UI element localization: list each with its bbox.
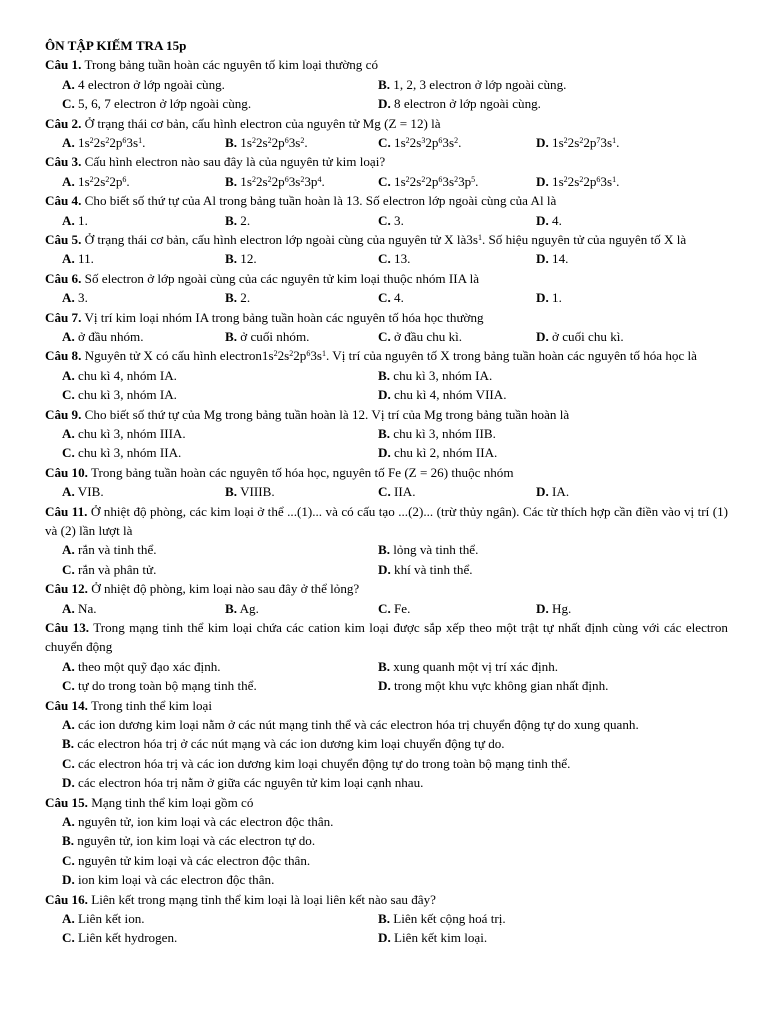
answer-option[interactable] [62,775,423,790]
option-text: chu kì 3, nhóm IIA. [78,445,182,461]
option-text: Liên kết hydrogen. [78,930,178,946]
option-letter: B. [225,600,238,616]
option-text: các ion dương kim loại nằm ở các nút mạng tinh thể và các electron hóa trị chuyển động tự do xung quanh. [78,716,639,732]
answer-option[interactable] [62,717,639,732]
answer-option[interactable] [378,133,461,152]
answer-option[interactable] [62,133,145,152]
answer-option[interactable] [378,443,497,462]
answer-option[interactable] [536,172,619,191]
question-text: Trong mạng tinh thể kim loại chứa các cation kim loại được sắp xếp theo một trật tự nhất định cùng với các electron chuyển động [45,619,728,655]
question-number: Câu 8. [45,348,82,364]
option-letter: B. [378,911,391,926]
answer-option[interactable] [378,94,541,113]
option-text: các electron hóa trị nằm ở giữa các nguyên tử kim loại cạnh nhau. [78,775,424,791]
option-letter: D. [536,173,549,189]
answer-option[interactable] [378,928,487,947]
option-letter: A. [62,658,75,674]
option-text: lỏng và tinh thể. [393,542,479,558]
option-letter: A. [62,135,75,150]
option-text: $1s^22s^22p^63s^1$. [78,135,146,150]
option-text: khí và tinh thể. [394,561,473,577]
question-text: Cho biết số thứ tự của Al trong bảng tuần hoàn là 13. Số electron lớp ngoài cùng của Al là [84,193,557,209]
option-letter: C. [62,852,75,868]
option-text: IA. [552,484,570,500]
question-number: Câu 12. [45,581,88,597]
option-letter: D. [378,96,391,112]
option-text: ở đầu chu kì. [394,328,463,344]
option-letter: B. [62,833,75,849]
answer-option[interactable] [536,482,569,501]
question-stem [45,793,728,812]
question-stem [45,579,728,598]
question-text: Số electron ở lớp ngoài cùng của các nguyên tử kim loại thuộc nhóm IIA là [84,270,480,286]
option-row [45,482,728,501]
question-stem [45,502,728,541]
answer-option[interactable] [378,482,415,501]
option-text: chu kì 4, nhóm IA. [78,367,177,383]
answer-option[interactable] [62,833,315,848]
option-letter: D. [536,212,549,228]
question-stem [45,346,728,365]
answer-option[interactable] [225,599,259,618]
answer-option[interactable] [62,211,88,230]
answer-option[interactable] [62,909,145,928]
option-row [45,94,728,113]
question-stem [45,696,728,715]
option-row [45,812,728,831]
option-text: $1s^22s^22p^63s^2$. [240,135,308,150]
question-text: Ở nhiệt độ phòng, kim loại nào sau đây ở thể lỏng? [91,581,360,597]
option-row [45,715,728,734]
option-text: nguyên tử kim loại và các electron độc thân. [78,852,311,868]
option-row [45,249,728,268]
option-letter: C. [62,445,75,461]
option-letter: B. [225,290,238,306]
option-row [45,288,728,307]
option-letter: B. [378,542,391,558]
option-letter: B. [225,328,238,344]
option-text: VIB. [77,484,104,500]
option-letter: C. [62,755,75,771]
option-text: 2. [240,290,251,306]
option-text: chu kì 3, nhóm IA. [393,367,493,383]
question-text: Ở trạng thái cơ bản, cấu hình electron của nguyên tử Mg (Z = 12) là [84,115,441,131]
option-row [45,657,728,676]
option-text: 8 electron ở lớp ngoài cùng. [394,96,541,112]
question-number: Câu 9. [45,406,82,422]
option-letter: C. [378,290,391,306]
answer-option[interactable] [225,172,325,191]
option-text: $1s^22s^22p^73s^1$. [552,135,620,150]
option-letter: A. [62,425,75,441]
option-letter: C. [378,212,391,228]
option-text: 4. [552,212,562,228]
answer-option[interactable] [378,288,404,307]
answer-option[interactable] [536,599,571,618]
answer-option[interactable] [225,327,309,346]
option-text: ở đầu nhóm. [78,328,144,344]
option-letter: C. [62,930,75,946]
option-row [45,599,728,618]
answer-option[interactable] [62,94,251,113]
option-letter: B. [225,212,238,228]
option-letter: A. [62,212,75,228]
question-text: Trong bảng tuần hoàn các nguyên tố kim loại thường có [84,57,378,73]
question-list [45,55,728,947]
option-row [45,734,728,753]
question-stem [45,152,728,171]
option-text: $1s^22s^22p^63s^23p^5$. [394,173,479,189]
option-letter: A. [62,600,75,616]
option-row [45,773,728,792]
option-text: ion kim loại và các electron độc thân. [78,872,275,888]
answer-option[interactable] [378,211,404,230]
option-letter: B. [225,484,238,500]
question-text: Cấu hình electron nào sau đây là của nguyên tử kim loại? [84,154,386,170]
option-letter: C. [62,387,75,403]
option-letter: A. [62,76,75,92]
answer-option[interactable] [378,540,478,559]
answer-option[interactable] [378,560,473,579]
question-number: Câu 10. [45,464,88,480]
option-letter: D. [536,251,549,267]
option-letter: A. [62,716,75,732]
question-text: Trong bảng tuần hoàn các nguyên tố hóa học, nguyên tố Fe (Z = 26) thuộc nhóm [90,464,514,480]
question-text: Ở trạng thái cơ bản, cấu hình electron lớp ngoài cùng của nguyên tử X $là3s^1$. Số hiệu nguyên tử của nguyên tố X là [84,231,687,247]
question-stem [45,55,728,74]
option-text: 1. [78,212,88,228]
answer-option[interactable] [378,249,410,268]
option-row [45,851,728,870]
answer-option[interactable] [62,385,177,404]
option-row [45,327,728,346]
question-text: Ở nhiệt độ phòng, các kim loại ở thể ...(1)... và có cấu tạo ...(2)... (trừ thủy ngân). Các từ thích hợp cần điền vào vị trí (1) và (2) lần lượt là [45,503,729,538]
option-row [45,424,728,443]
option-text: 3. [394,212,404,228]
question-number: Câu 2. [45,115,82,131]
answer-option[interactable] [62,424,186,443]
answer-option[interactable] [62,872,274,887]
option-row [45,754,728,773]
option-text: 3. [78,290,88,306]
question-stem [45,618,728,657]
option-text: 5, 6, 7 electron ở lớp ngoài cùng. [78,96,252,112]
question-number: Câu 13. [45,619,90,635]
option-letter: D. [378,387,391,403]
option-letter: D. [536,135,549,150]
option-row [45,870,728,889]
question-stem [45,463,728,482]
question-number: Câu 5. [45,231,82,247]
option-text: 2. [240,212,251,228]
option-letter: A. [62,367,75,383]
option-letter: A. [62,911,75,926]
option-text: Ag. [239,600,259,616]
document-title: ÔN TẬP KIẾM TRA 15p [45,38,187,53]
option-letter: A. [62,484,75,500]
question-stem [45,114,728,133]
answer-option[interactable] [225,133,308,152]
answer-option[interactable] [62,443,181,462]
option-letter: C. [378,328,391,344]
option-letter: B. [62,736,75,752]
option-text: rắn và phân tử. [78,561,157,577]
option-text: Liên kết kim loại. [394,930,488,946]
question-number: Câu 7. [45,309,82,325]
answer-option[interactable] [62,560,156,579]
option-letter: B. [378,425,391,441]
answer-option[interactable] [62,482,104,501]
option-text: theo một quỹ đạo xác định. [78,658,221,674]
option-letter: B. [225,173,238,189]
option-text: 12. [240,251,257,267]
option-letter: D. [536,484,549,500]
answer-option[interactable] [62,928,177,947]
option-text: Liên kết ion. [78,911,145,926]
answer-option[interactable] [62,853,310,868]
option-letter: C. [378,251,391,267]
option-row [45,211,728,230]
question-number: Câu 4. [45,193,82,209]
answer-option[interactable] [378,676,608,695]
answer-option[interactable] [62,249,94,268]
question-number: Câu 11. [45,503,88,519]
answer-option[interactable] [225,482,275,501]
option-letter: C. [378,173,391,189]
question-stem [45,890,728,909]
option-letter: B. [225,251,238,267]
answer-option[interactable] [536,133,619,152]
option-row [45,385,728,404]
option-letter: C. [62,96,75,112]
option-letter: A. [62,290,75,306]
option-letter: A. [62,542,75,558]
option-letter: C. [62,678,75,694]
question-stem [45,269,728,288]
option-letter: B. [378,367,391,383]
option-text: chu kì 3, nhóm IIB. [393,425,496,441]
option-text: nguyên tử, ion kim loại và các electron độc thân. [78,813,334,829]
question-text: Cho biết số thứ tự của Mg trong bảng tuần hoàn là 12. Vị trí của Mg trong bảng tuần hoàn là [84,406,570,422]
answer-option[interactable] [225,288,250,307]
option-text: các electron hóa trị ở các nút mạng và các ion dương kim loại chuyển động tự do. [77,736,505,752]
option-text: Fe. [394,600,411,616]
option-row [45,75,728,94]
option-text: ở cuối chu kì. [552,328,624,344]
option-letter: A. [62,813,75,829]
option-row [45,133,728,152]
question-number: Câu 16. [45,891,88,907]
option-text: 1, 2, 3 electron ở lớp ngoài cùng. [393,76,567,92]
option-row [45,366,728,385]
answer-option[interactable] [225,249,257,268]
option-text: trong một khu vực không gian nhất định. [394,678,609,694]
question-number: Câu 6. [45,270,82,286]
answer-option[interactable] [378,366,492,385]
option-letter: B. [378,76,391,92]
option-text: IIA. [394,484,416,500]
option-text: Na. [78,600,97,616]
option-letter: D. [62,872,75,888]
option-letter: D. [536,328,549,344]
option-text: chu kì 4, nhóm VIIA. [394,387,507,403]
option-text: xung quanh một vị trí xác định. [393,658,559,674]
question-number: Câu 15. [45,794,88,810]
option-letter: B. [225,135,238,150]
option-row [45,909,728,928]
option-letter: D. [378,561,391,577]
option-text: $1s^22s^32p^63s^2$. [394,135,462,150]
answer-option[interactable] [62,172,130,191]
option-letter: C. [378,600,391,616]
option-row [45,928,728,947]
option-row [45,560,728,579]
option-text: Hg. [552,600,572,616]
option-text: rắn và tinh thể. [78,542,157,558]
option-letter: A. [62,328,75,344]
option-text: tự do trong toàn bộ mạng tinh thể. [78,678,257,694]
answer-option[interactable] [62,599,97,618]
answer-option[interactable] [378,599,410,618]
answer-option[interactable] [378,385,507,404]
option-row [45,676,728,695]
answer-option[interactable] [62,736,505,751]
question-text: Liên kết trong mạng tỉnh thể kim loại là loại liên kết nào sau đây? [91,891,436,907]
answer-option[interactable] [378,909,506,928]
question-text: Mạng tinh thể kim loại gồm có [91,794,254,810]
option-letter: D. [378,930,391,946]
option-text: nguyên tử, ion kim loại và các electron tự do. [77,833,316,849]
option-letter: C. [378,484,391,500]
option-text: chu kì 2, nhóm IIA. [394,445,498,461]
question-text: Vị trí kim loại nhóm IA trong bảng tuần hoàn các nguyên tố hóa học thường [84,309,484,325]
option-text: VIIIB. [240,484,275,500]
option-text: $1s^22s^22p^63s^1$. [552,173,620,189]
answer-option[interactable] [62,366,177,385]
option-letter: B. [378,658,391,674]
option-letter: D. [378,678,391,694]
answer-option[interactable] [378,172,478,191]
option-letter: A. [62,173,75,189]
question-stem [45,308,728,327]
question-number: Câu 14. [45,697,88,713]
answer-option[interactable] [62,540,157,559]
option-letter: D. [536,600,549,616]
option-text: Liên kết cộng hoá trị. [393,911,506,926]
option-text: 1. [552,290,562,306]
option-text: 13. [394,251,411,267]
option-row [45,831,728,850]
question-stem [45,230,728,249]
answer-option[interactable] [536,288,562,307]
answer-option[interactable] [62,814,333,829]
answer-option[interactable] [536,211,562,230]
question-number: Câu 3. [45,154,82,170]
answer-option[interactable] [62,327,144,346]
answer-option[interactable] [378,75,566,94]
answer-option[interactable] [378,657,558,676]
answer-option[interactable] [536,249,568,268]
option-text: 4 electron ở lớp ngoài cùng. [78,76,225,92]
option-letter: A. [62,251,75,267]
question-stem [45,405,728,424]
option-text: 11. [78,251,94,267]
question-text: Trong tinh thể kim loại [90,697,212,713]
answer-option[interactable] [378,424,496,443]
option-letter: C. [62,561,75,577]
option-text: các electron hóa trị và các ion dương kim loại chuyển động tự do trong toàn bộ mạng tinh thể. [78,755,571,771]
answer-option[interactable] [378,327,462,346]
option-text: 14. [552,251,569,267]
answer-option[interactable] [62,75,225,94]
answer-option[interactable] [62,756,570,771]
question-text: Nguyên tử X có cấu hình $electron1s^22s^22p^63s^1$. Vị trí của nguyên tố X trong bảng tuần hoàn các nguyên tố hóa học là [84,348,697,364]
option-row [45,172,728,191]
question-stem [45,191,728,210]
answer-option[interactable] [225,211,250,230]
answer-option[interactable] [62,657,221,676]
option-text: $1s^22s^22p^63s^23p^4$. [240,173,325,189]
answer-option[interactable] [62,676,257,695]
option-text: chu kì 3, nhóm IA. [78,387,177,403]
option-text: ở cuối nhóm. [240,328,310,344]
option-text: 4. [394,290,404,306]
question-number: Câu 1. [45,57,82,73]
answer-option[interactable] [62,288,88,307]
option-letter: C. [378,135,391,150]
option-text: chu kì 3, nhóm IIIA. [78,425,186,441]
option-text: $1s^22s^22p^6$. [78,173,130,189]
answer-option[interactable] [536,327,624,346]
option-letter: D. [536,290,549,306]
option-row [45,443,728,462]
option-row [45,540,728,559]
option-letter: D. [62,775,75,791]
option-letter: D. [378,445,391,461]
